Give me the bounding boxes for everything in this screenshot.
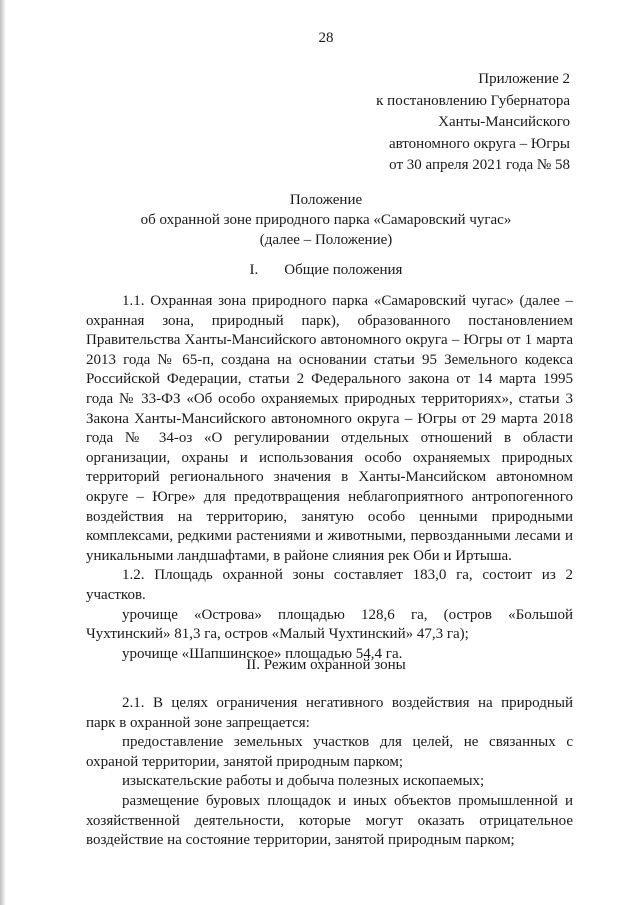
- appendix-line: автономного округа – Югры: [388, 135, 570, 152]
- paragraph: урочище «Острова» площадью 128,6 га, (остров «Большой Чухтинский» 81,3 га, остров «Малый Чухтинский» 47,3 га);: [86, 606, 573, 643]
- paragraph: изыскательские работы и добыча полезных ископаемых;: [122, 773, 485, 790]
- appendix-line: к постановлению Губернатора: [376, 92, 570, 109]
- paragraph: 2.1. В целях ограничения негативного воздействия на природный парк в охранной зоне запрещается:: [86, 695, 573, 731]
- paragraph: размещение буровых площадок и иных объектов промышленной и хозяйственной деятельности, которые могут оказать отрицательное воздействие на состояние территории, занятой природным парком;: [86, 792, 573, 849]
- paragraph: урочище «Шапшинское» площадью 54,4 га.: [122, 645, 403, 662]
- title-line: (далее – Положение): [259, 232, 393, 248]
- paragraph: предоставление земельных участков для целей, не связанных с охраной территории, занятой природным парком;: [86, 734, 573, 770]
- document-title: [0, 190, 640, 250]
- page-number: 28: [318, 30, 334, 46]
- appendix-line: Ханты-Мансийского: [438, 114, 570, 130]
- section-1-title: Общие положения: [284, 262, 403, 278]
- section-1-number: I.: [249, 262, 259, 278]
- title-line: Положение: [289, 192, 363, 208]
- section-2-heading: II. Режим охранной зоны: [246, 657, 406, 673]
- title-line: об охранной зоне природного парка «Самаровский чугас»: [140, 212, 512, 228]
- appendix-line: Приложение 2: [478, 71, 570, 87]
- paragraph: 1.1. Охранная зона природного парка «Самаровский чугас» (далее – охранная зона, природный парк), образованного постановлением Правительства Ханты-Мансийского автономного округа – Югры от 1 марта 2013 года № 65-п, создана на основании статьи 95 Земельного кодекса Российской Федерации, статьи 2 Федерального закона от 14 марта 1995 года № 33-ФЗ «Об особо охраняемых природных территориях», статьи 3 Закона Ханты-Мансийского автономного округа – Югры от 29 марта 2018 года № 34-оз «О регулировании отдельных отношений в области организации, охраны и использования особо охраняемых природных территорий регионального значения в Ханты-Мансийском автономном округе – Югре» для предотвращения неблагоприятного антропогенного воздействия на территорию, занятую особо ценными природными комплексами, редкими растениями и животными, первозданными лесами и уникальными ландшафтами, в районе слияния рек Оби и Иртыша.: [86, 293, 573, 564]
- appendix-line: от 30 апреля 2021 года № 58: [389, 157, 570, 173]
- section-2-body: [86, 694, 573, 851]
- section-1-heading: [0, 260, 640, 280]
- scan-edge-shadow: [0, 0, 6, 905]
- paragraph: 1.2. Площадь охранной зоны составляет 183,0 га, состоит из 2 участков.: [86, 567, 573, 603]
- section-1-body: [86, 292, 573, 664]
- appendix-header: [376, 69, 570, 177]
